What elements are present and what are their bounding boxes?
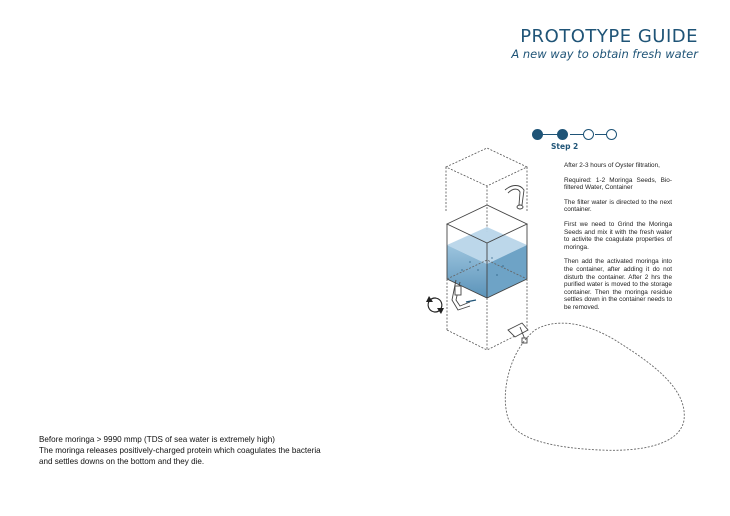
storage-connector <box>508 323 528 343</box>
instruction-paragraph: Required: 1-2 Moringa Seeds, Bio-filtered Water, Container <box>564 176 672 192</box>
upper-container <box>446 148 527 232</box>
instruction-paragraph: Then add the activated moringa into the container, after adding it do not disturb the container. After 2 hrs the purified water is moved to the storage container. Then the moringa residue settles down in the container needs to be removed. <box>564 258 672 311</box>
footnote-text <box>39 435 329 467</box>
footnote-line-2: The moringa releases positively-charged protein which coagulates the bacteria and settles downs on the bottom and they die. <box>39 445 321 466</box>
storage-pond-outline <box>505 323 684 450</box>
page-title: PROTOTYPE GUIDE <box>520 26 698 47</box>
page-subtitle: A new way to obtain fresh water <box>511 47 698 61</box>
instruction-paragraph: First we need to Grind the Moringa Seeds and mix it with the fresh water to activite the coagulate properties of moringa. <box>564 220 672 251</box>
footnote-line-1: Before moringa > 9990 mmp (TDS of sea water is extremely high) <box>39 435 275 444</box>
inlet-pipe <box>505 186 524 210</box>
rotation-icon <box>426 296 444 314</box>
instruction-paragraph: After 2-3 hours of Oyster filtration, <box>564 162 660 169</box>
step-label: Step 2 <box>551 142 579 151</box>
instruction-paragraph: The filter water is directed to the next container. <box>564 198 672 214</box>
